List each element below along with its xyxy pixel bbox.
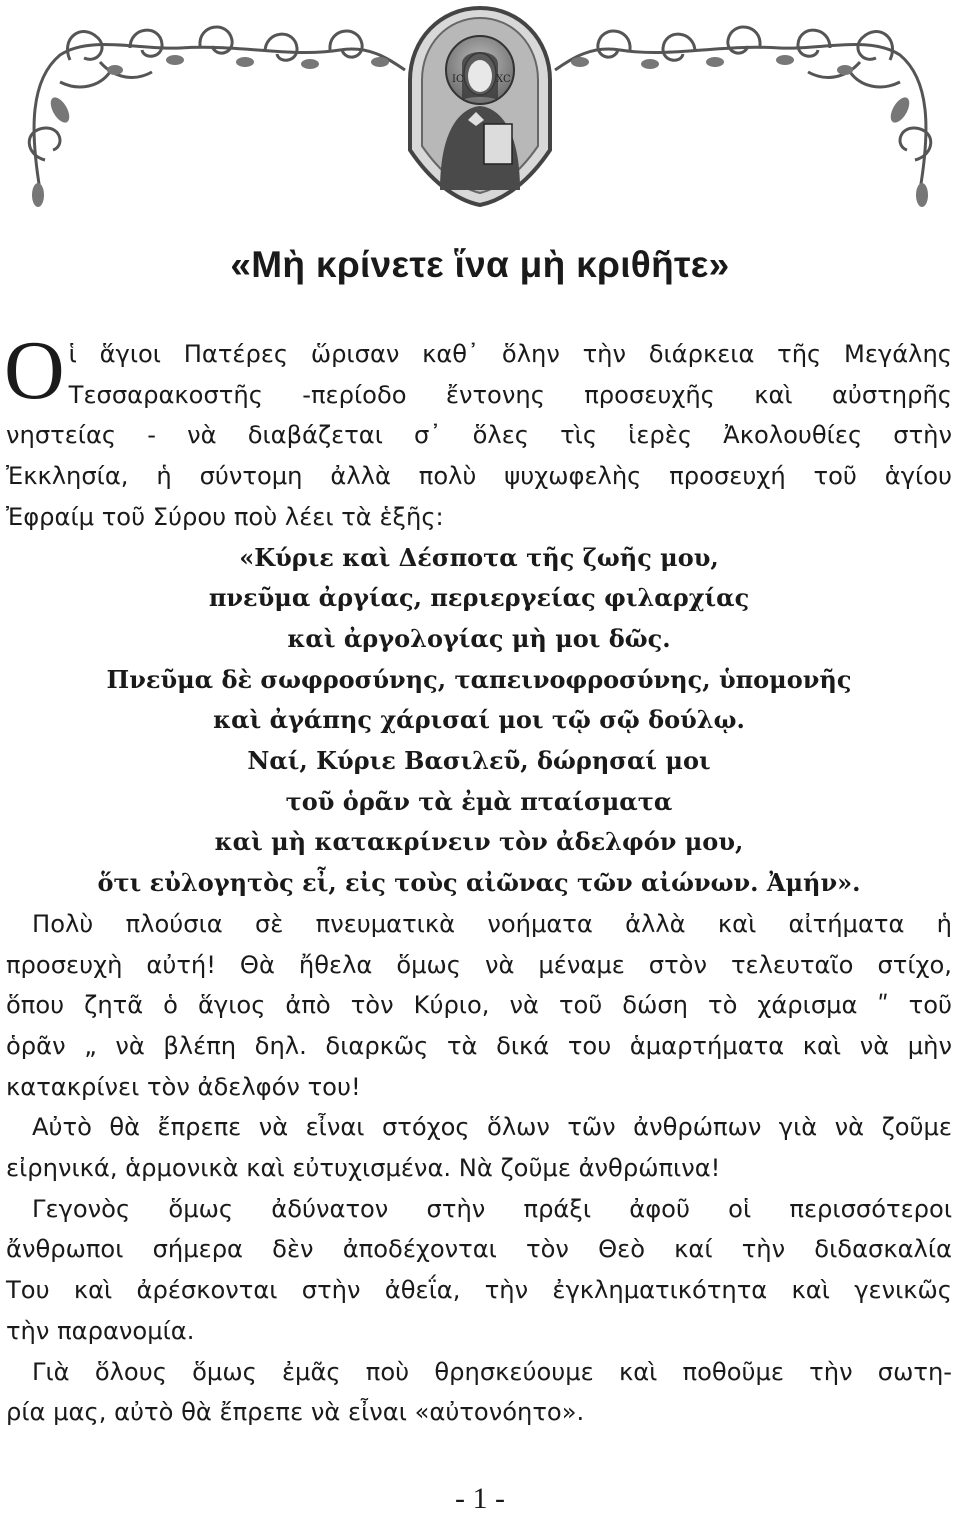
prayer-line: καὶ μὴ κατακρίνειν τὸν ἀδελφόν μου, bbox=[214, 827, 744, 857]
paragraph-line: ὁρᾶν „ νὰ βλέπη δηλ. διαρκῶς τὰ δικά του ἁμαρτήματα καὶ νὰ μὴν bbox=[6, 1031, 952, 1060]
paragraph-line: Γιὰ ὅλους ὅμως ἐμᾶς ποὺ θρησκεύουμε καὶ ποθοῦμε τὴν σωτη- bbox=[32, 1357, 952, 1386]
christ-pantocrator-icon bbox=[410, 8, 550, 205]
icon-letters-right: XC bbox=[496, 74, 511, 85]
paragraph-line: κατακρίνει τὸν ἀδελφόν του! bbox=[6, 1072, 361, 1101]
paragraph-line: ρία μας, αὐτὸ θὰ ἔπρεπε νὰ εἶναι «αὐτονόητο». bbox=[6, 1398, 585, 1427]
page-number: - 1 - bbox=[455, 1482, 505, 1515]
body-text bbox=[4, 324, 952, 1433]
prayer-line: καὶ ἀργολογίας μὴ μοι δῶς. bbox=[287, 623, 671, 653]
intro-paragraph bbox=[4, 324, 952, 538]
header-ornament bbox=[0, 0, 960, 210]
right-vine-ornament bbox=[555, 27, 931, 190]
right-leaves bbox=[571, 55, 928, 207]
intro-line: Ἐφραίμ τοῦ Σύρου ποὺ λέει τὰ ἑξῆς: bbox=[6, 502, 444, 531]
prayer-line: καὶ ἀγάπης χάρισαί μοι τῷ σῷ δούλῳ. bbox=[213, 705, 745, 735]
left-vine-ornament bbox=[29, 27, 405, 190]
prayer-line: Ναί, Κύριε Βασιλεῦ, δώρησαί μοι bbox=[247, 746, 711, 776]
paragraph-line: Του καὶ ἀρέσκονται στὴν ἀθεΐα, τὴν ἐγκληματικότητα καὶ γενικῶς bbox=[6, 1276, 952, 1305]
paragraph bbox=[6, 904, 952, 1108]
paragraph-line: ὅπου ζητᾶ ὁ ἅγιος ἀπὸ τὸν Κύριο, νὰ τοῦ δώση τὸ χάρισμα ʺ τοῦ bbox=[6, 991, 952, 1020]
paragraph bbox=[6, 1189, 952, 1352]
paragraph-line: Αὐτὸ θὰ ἔπρεπε νὰ εἶναι στόχος ὅλων τῶν ἀνθρώπων γιὰ νὰ ζοῦμε bbox=[32, 1113, 952, 1142]
icon-letters-left: IC bbox=[452, 74, 464, 85]
paragraph-line: Γεγονὸς ὅμως ἀδύνατον στὴν πράξι ἀφοῦ οἱ περισσότεροι bbox=[32, 1194, 952, 1223]
paragraph bbox=[6, 1107, 952, 1188]
paragraph-line: τὴν παρανομία. bbox=[6, 1316, 195, 1345]
drop-cap: O bbox=[4, 324, 65, 417]
prayer-block bbox=[6, 538, 952, 904]
intro-line: Ἐκκλησία, ἡ σύντομη ἀλλὰ πολὺ ψυχωφελὴς προσευχή τοῦ ἁγίου bbox=[6, 462, 952, 491]
intro-line: νηστείας - νὰ διαβάζεται σ᾽ ὅλες τὶς ἱερὲς Ἀκολουθίες στὴν bbox=[6, 421, 952, 450]
prayer-line: πνεῦμα ἀργίας, περιεργείας φιλαρχίας bbox=[208, 583, 750, 613]
prayer-line: Πνεῦμα δὲ σωφροσύνης, ταπεινοφροσύνης, ὑπομονῆς bbox=[106, 664, 852, 694]
paragraph-line: Πολὺ πλούσια σὲ πνευματικὰ νοήματα ἀλλὰ καὶ αἰτήματα ἡ bbox=[32, 909, 952, 938]
prayer-line: τοῦ ὁρᾶν τὰ ἐμὰ πταίσματα bbox=[285, 786, 673, 816]
intro-line: ἱ ἅγιοι Πατέρες ὥρισαν καθ᾽ ὅλην τὴν διάρκεια τῆς Μεγάλης bbox=[68, 340, 952, 368]
prayer-line: ὅτι εὐλογητὸς εἶ, εἰς τοὺς αἰῶνας τῶν αἰώνων. Ἀμήν». bbox=[97, 868, 861, 898]
paragraph-line: εἰρηνικά, ἁρμονικὰ καὶ εὐτυχισμένα. Νὰ ζοῦμε ἀνθρώπινα! bbox=[6, 1154, 721, 1183]
left-leaves bbox=[32, 55, 389, 207]
page-title: «Μὴ κρίνετε ἵνα μὴ κριθῆτε» bbox=[230, 244, 730, 285]
intro-line: Τεσσαρακοστῆς -περίοδο ἔντονης προσευχῆς καὶ αὐστηρῆς bbox=[68, 380, 952, 409]
paragraph-line: ἄνθρωποι σήμερα δὲν ἀποδέχονται τὸν Θεὸ καί τὴν διδασκαλία bbox=[6, 1235, 952, 1264]
paragraph bbox=[6, 1352, 952, 1433]
paragraph-line: προσευχὴ αὐτή! Θὰ ἤθελα ὅμως νὰ μέναμε στὸν τελευταῖο στίχο, bbox=[6, 950, 952, 979]
prayer-line: «Κύριε καὶ Δέσποτα τῆς ζωῆς μου, bbox=[239, 542, 719, 572]
